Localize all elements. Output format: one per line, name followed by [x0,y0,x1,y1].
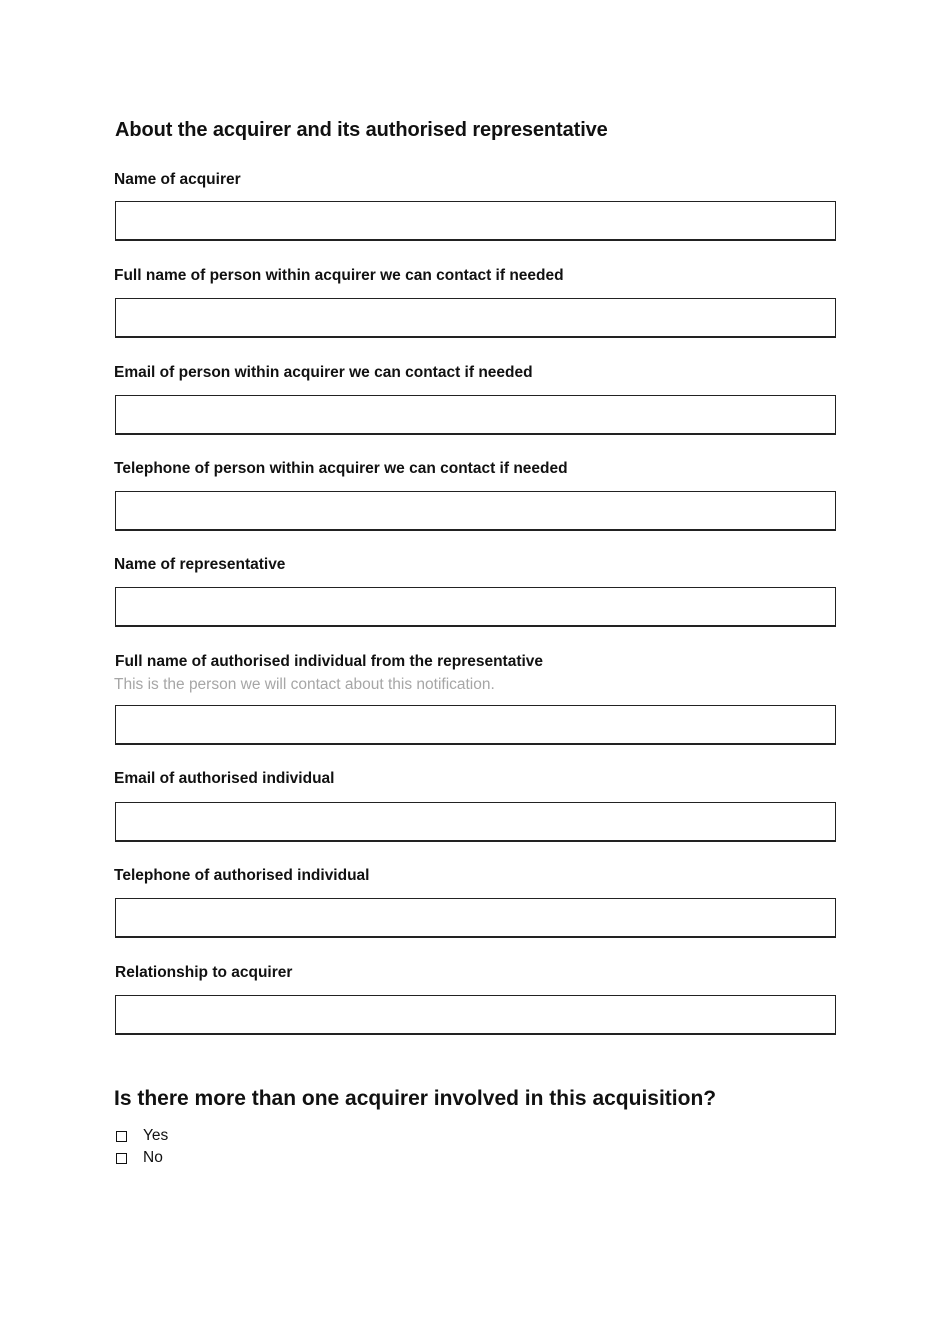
authorised-individual-email-input[interactable] [115,802,836,842]
option-no[interactable] [116,1148,163,1168]
acquirer-contact-email-label: Email of person within acquirer we can contact if needed [114,364,533,381]
authorised-individual-email-label: Email of authorised individual [114,770,335,787]
option-yes-label: Yes [143,1127,169,1144]
authorised-individual-name-input[interactable] [115,705,836,745]
multiple-acquirers-question: Is there more than one acquirer involved in this acquisition? [114,1087,717,1110]
checkbox-yes[interactable] [116,1131,127,1142]
section-title: About the acquirer and its authorised representative [115,119,608,141]
authorised-individual-telephone-label: Telephone of authorised individual [114,867,370,884]
relationship-to-acquirer-label: Relationship to acquirer [115,964,293,981]
representative-name-label: Name of representative [114,556,286,573]
acquirer-contact-email-input[interactable] [115,395,836,435]
acquirer-contact-name-label: Full name of person within acquirer we can contact if needed [114,267,564,284]
option-yes[interactable] [116,1126,168,1146]
representative-name-input[interactable] [115,587,836,627]
name-of-acquirer-input[interactable] [115,201,836,241]
name-of-acquirer-label: Name of acquirer [114,171,241,188]
acquirer-contact-name-input[interactable] [115,298,836,338]
authorised-individual-name-label: Full name of authorised individual from the representative [115,653,544,670]
acquirer-contact-telephone-label: Telephone of person within acquirer we can contact if needed [114,460,568,477]
relationship-to-acquirer-input[interactable] [115,995,836,1035]
authorised-individual-telephone-input[interactable] [115,898,836,938]
checkbox-no[interactable] [116,1153,127,1164]
acquirer-contact-telephone-input[interactable] [115,491,836,531]
authorised-individual-hint: This is the person we will contact about this notification. [114,676,495,693]
option-no-label: No [143,1149,163,1166]
